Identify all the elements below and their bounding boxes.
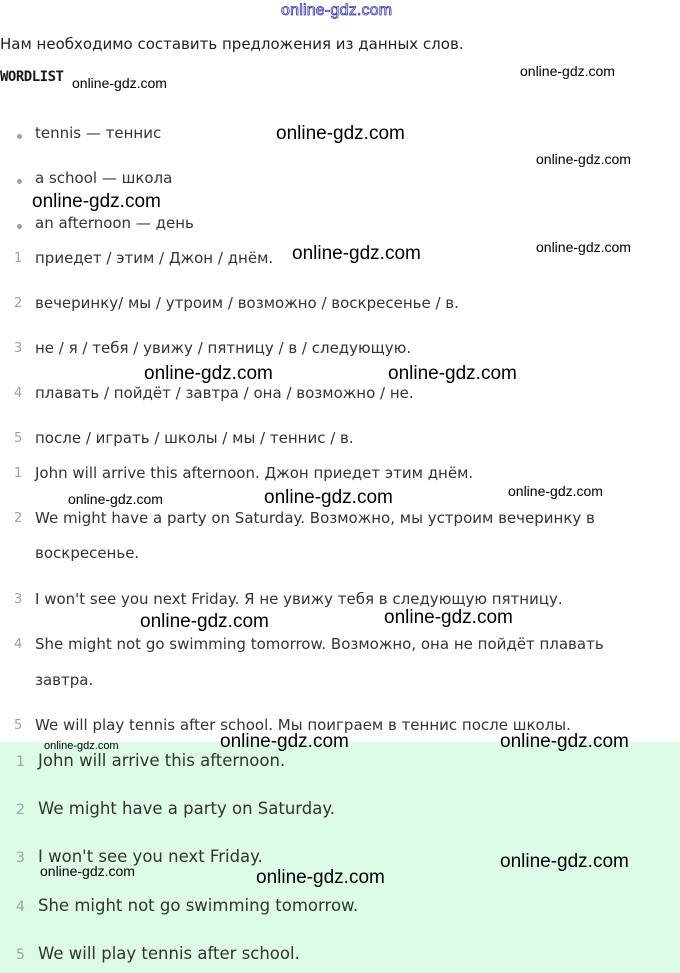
jumbled-text: вечеринку/ мы / утроим / возможно / воскресенье / в. [35, 294, 459, 312]
watermark: online-gdz.com [40, 863, 135, 879]
translation-text: We will play tennis after school. Мы поиграем в теннис после школы. [35, 716, 571, 734]
task-intro: Нам необходимо составить предложения из данных слов. [0, 35, 464, 53]
watermark: online-gdz.com [72, 75, 167, 91]
item-number: 2 [14, 511, 23, 526]
watermark: online-gdz.com [140, 611, 269, 632]
watermark: online-gdz.com [500, 851, 629, 872]
watermark: online-gdz.com [536, 151, 631, 167]
jumbled-text: плавать / пойдёт / завтра / она / возможно / не. [35, 384, 414, 402]
watermark: online-gdz.com [508, 483, 603, 499]
item-number: 4 [16, 899, 25, 915]
bullet-icon [17, 224, 22, 229]
translation-text: I won't see you next Friday. Я не увижу тебя в следующую пятницу. [35, 590, 563, 608]
item-number: 5 [14, 431, 23, 446]
watermark: online-gdz.com [520, 63, 615, 79]
watermark: online-gdz.com [44, 740, 119, 752]
watermark: online-gdz.com [292, 243, 421, 264]
wordlist-item-text: an afternoon — день [35, 214, 194, 232]
answer-text: John will arrive this afternoon. [38, 751, 286, 770]
translation-text: We might have a party on Saturday. Возможно, мы устроим вечеринку в [35, 509, 595, 527]
item-number: 5 [14, 718, 23, 733]
watermark: online-gdz.com [68, 491, 163, 507]
watermark: online-gdz.com [220, 731, 349, 752]
watermark: online-gdz.com [144, 363, 273, 384]
translation-text: John will arrive this afternoon. Джон приедет этим днём. [35, 464, 474, 482]
translation-text: воскресенье. [35, 544, 140, 562]
item-number: 1 [14, 251, 23, 266]
wordlist-heading: WORDLIST [0, 69, 64, 85]
watermark: online-gdz.com [536, 239, 631, 255]
watermark: online-gdz.com [256, 867, 385, 888]
jumbled-text: не / я / тебя / увижу / пятницу / в / следующую. [35, 339, 412, 357]
bullet-icon [17, 179, 22, 184]
answer-text: We might have a party on Saturday. [38, 799, 336, 818]
item-number: 2 [14, 296, 23, 311]
answer-text: She might not go swimming tomorrow. [38, 896, 359, 915]
item-number: 4 [14, 386, 23, 401]
watermark: online-gdz.com [500, 731, 629, 752]
item-number: 1 [16, 754, 25, 770]
wordlist-item-text: tennis — теннис [35, 124, 162, 142]
wordlist-item-text: a school — школа [35, 169, 173, 187]
item-number: 3 [14, 592, 23, 607]
answer-text: We will play tennis after school. [38, 944, 300, 963]
site-logo[interactable]: online-gdz.com [281, 2, 393, 19]
item-number: 1 [14, 466, 23, 481]
watermark: online-gdz.com [32, 191, 161, 212]
item-number: 3 [16, 850, 25, 866]
item-number: 2 [16, 802, 25, 818]
jumbled-text: после / играть / школы / мы / теннис / в. [35, 429, 354, 447]
watermark: online-gdz.com [388, 363, 517, 384]
watermark: online-gdz.com [276, 123, 405, 144]
item-number: 5 [16, 947, 25, 963]
watermark: online-gdz.com [384, 607, 513, 628]
translation-text: завтра. [35, 671, 94, 689]
item-number: 3 [14, 341, 23, 356]
translation-text: She might not go swimming tomorrow. Возможно, она не пойдёт плавать [35, 635, 604, 653]
jumbled-text: приедет / этим / Джон / днём. [35, 249, 274, 267]
watermark: online-gdz.com [264, 487, 393, 508]
bullet-icon [17, 134, 22, 139]
item-number: 4 [14, 637, 23, 652]
answer-text: I won't see you next Friday. [38, 847, 263, 866]
